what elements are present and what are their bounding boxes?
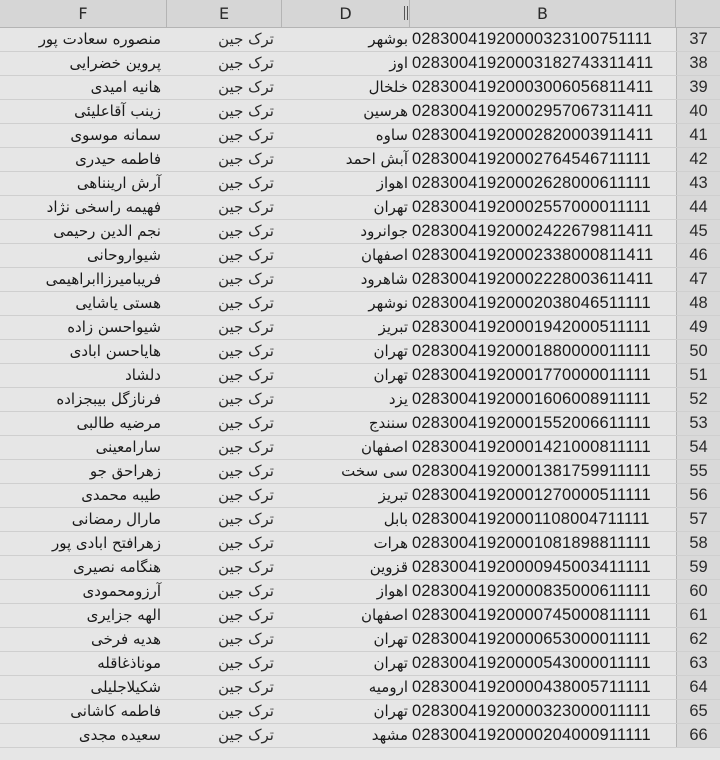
- cell-product[interactable]: ترک جین: [218, 678, 274, 696]
- cell-name[interactable]: هانیه امیدی: [90, 78, 161, 96]
- row-number[interactable]: 55: [676, 460, 720, 483]
- table-row: [0, 628, 720, 652]
- table-row: [0, 268, 720, 292]
- cell-code[interactable]: 02830041920000323100751111: [412, 30, 653, 48]
- table-row: [0, 412, 720, 436]
- cell-city[interactable]: مشهد: [371, 726, 408, 744]
- cell-name[interactable]: فاطمه حیدری: [75, 150, 161, 168]
- cell-product[interactable]: ترک جین: [218, 270, 274, 288]
- cell-name[interactable]: زهراحق جو: [89, 462, 161, 480]
- cell-code[interactable]: 02830041920002422679811411: [412, 222, 654, 240]
- cell-product[interactable]: ترک جین: [218, 534, 274, 552]
- table-row: [0, 700, 720, 724]
- cell-name[interactable]: هایاحسن ابادی: [69, 342, 161, 360]
- row-number[interactable]: 48: [676, 292, 720, 315]
- cell-name[interactable]: نجم الدین رحیمی: [53, 222, 161, 240]
- row-number[interactable]: 51: [676, 364, 720, 387]
- cell-name[interactable]: سمانه موسوی: [70, 126, 161, 144]
- table-row: [0, 508, 720, 532]
- row-number[interactable]: 41: [676, 124, 720, 147]
- cell-product[interactable]: ترک جین: [218, 174, 274, 192]
- cell-code[interactable]: 02830041920002628000611111: [412, 174, 651, 192]
- cell-code[interactable]: 02830041920001552006611111: [412, 414, 651, 432]
- table-row: [0, 652, 720, 676]
- cell-city[interactable]: اهواز: [376, 174, 408, 192]
- cell-name[interactable]: فریبامیرزاابراهیمی: [45, 270, 161, 288]
- cell-city[interactable]: تهران: [373, 630, 408, 648]
- row-number[interactable]: 63: [676, 652, 720, 675]
- cell-code[interactable]: 02830041920001880000011111: [412, 342, 651, 360]
- row-number[interactable]: 52: [676, 388, 720, 411]
- cell-city[interactable]: ساوه: [375, 126, 408, 144]
- cell-city[interactable]: سنندج: [368, 414, 408, 432]
- table-row: [0, 196, 720, 220]
- row-number[interactable]: 61: [676, 604, 720, 627]
- cell-code[interactable]: 02830041920001081898811111: [412, 534, 651, 552]
- cell-product[interactable]: ترک جین: [218, 630, 274, 648]
- cell-product[interactable]: ترک جین: [218, 342, 274, 360]
- cell-product[interactable]: ترک جین: [218, 414, 274, 432]
- row-number[interactable]: 43: [676, 172, 720, 195]
- row-number[interactable]: 58: [676, 532, 720, 555]
- cell-name[interactable]: فاطمه کاشانی: [70, 702, 161, 720]
- cell-product[interactable]: ترک جین: [218, 54, 274, 72]
- row-number[interactable]: 56: [676, 484, 720, 507]
- cell-name[interactable]: مارال رمضانی: [71, 510, 161, 528]
- cell-name[interactable]: سارامعینی: [95, 438, 161, 456]
- cell-name[interactable]: فهیمه راسخی نژاد: [46, 198, 161, 216]
- cell-code[interactable]: 02830041920000945003411111: [412, 558, 651, 576]
- cell-product[interactable]: ترک جین: [218, 654, 274, 672]
- cell-product[interactable]: ترک جین: [218, 606, 274, 624]
- row-number[interactable]: 57: [676, 508, 720, 531]
- cell-name[interactable]: پروین خضرایی: [69, 54, 161, 72]
- row-number[interactable]: 60: [676, 580, 720, 603]
- row-number[interactable]: 64: [676, 676, 720, 699]
- cell-name[interactable]: موناذغاقله: [97, 654, 161, 672]
- table-row: [0, 340, 720, 364]
- table-row: [0, 28, 720, 52]
- table-row: [0, 364, 720, 388]
- cell-city[interactable]: تهران: [373, 366, 408, 384]
- cell-name[interactable]: هنگامه نصیری: [73, 558, 161, 576]
- table-row: [0, 292, 720, 316]
- cell-name[interactable]: طیبه محمدی: [81, 486, 161, 504]
- row-number[interactable]: 59: [676, 556, 720, 579]
- cell-product[interactable]: ترک جین: [218, 30, 274, 48]
- table-row: [0, 76, 720, 100]
- table-row: [0, 484, 720, 508]
- cell-product[interactable]: ترک جین: [218, 318, 274, 336]
- cell-product[interactable]: ترک جین: [218, 462, 274, 480]
- cell-code[interactable]: 02830041920001942000511111: [412, 318, 651, 336]
- row-number[interactable]: 53: [676, 412, 720, 435]
- column-header-d[interactable]: D: [282, 0, 410, 27]
- table-row: [0, 532, 720, 556]
- row-number[interactable]: 49: [676, 316, 720, 339]
- cell-code[interactable]: 02830041920000745000811111: [412, 606, 651, 624]
- table-row: [0, 172, 720, 196]
- cell-name[interactable]: دلشاد: [125, 366, 161, 384]
- cell-city[interactable]: سی سخت: [341, 462, 408, 480]
- row-number[interactable]: 38: [676, 52, 720, 75]
- table-row: [0, 724, 720, 748]
- cell-city[interactable]: شاهرود: [360, 270, 408, 288]
- cell-city[interactable]: اوز: [389, 54, 408, 72]
- column-header-e[interactable]: E: [167, 0, 282, 27]
- cell-name[interactable]: زهرافتح ابادی پور: [51, 534, 161, 552]
- cell-name[interactable]: الهه جزایری: [86, 606, 161, 624]
- row-number[interactable]: 46: [676, 244, 720, 267]
- cell-city[interactable]: بابل: [383, 510, 408, 528]
- cell-code[interactable]: 02830041920002820003911411: [412, 126, 654, 144]
- cell-code[interactable]: 02830041920002957067311411: [412, 102, 654, 120]
- cell-code[interactable]: 02830041920001381759911111: [412, 462, 651, 480]
- cell-product[interactable]: ترک جین: [218, 582, 274, 600]
- cell-name[interactable]: آرزومحمودی: [82, 582, 161, 600]
- cell-code[interactable]: 02830041920003006056811411: [412, 78, 654, 96]
- cell-city[interactable]: هرات: [373, 534, 408, 552]
- cell-code[interactable]: 02830041920003182743311411: [412, 54, 654, 72]
- cell-product[interactable]: ترک جین: [218, 102, 274, 120]
- cell-code[interactable]: 02830041920000438005711111: [412, 678, 651, 696]
- cell-name[interactable]: هدیه فرخی: [91, 630, 161, 648]
- row-number[interactable]: 45: [676, 220, 720, 243]
- cell-code[interactable]: 02830041920000543000011111: [412, 654, 651, 672]
- cell-code[interactable]: 02830041920001421000811111: [412, 438, 651, 456]
- column-header-bar: [0, 0, 720, 28]
- cell-product[interactable]: ترک جین: [218, 558, 274, 576]
- cell-code[interactable]: 02830041920002764546711111: [412, 150, 651, 168]
- cell-code[interactable]: 02830041920001108004711111: [412, 510, 650, 528]
- cell-product[interactable]: ترک جین: [218, 126, 274, 144]
- row-number[interactable]: 54: [676, 436, 720, 459]
- cell-product[interactable]: ترک جین: [218, 78, 274, 96]
- cell-product[interactable]: ترک جین: [218, 726, 274, 744]
- cell-code[interactable]: 02830041920001270000511111: [412, 486, 651, 504]
- column-header-f[interactable]: F: [0, 0, 167, 27]
- table-row: [0, 556, 720, 580]
- cell-product[interactable]: ترک جین: [218, 438, 274, 456]
- column-header-b[interactable]: B: [410, 0, 676, 27]
- row-number[interactable]: 40: [676, 100, 720, 123]
- table-row: [0, 580, 720, 604]
- cell-code[interactable]: 02830041920002228003611411: [412, 270, 654, 288]
- cell-city[interactable]: خلخال: [368, 78, 408, 96]
- table-row: [0, 460, 720, 484]
- cell-product[interactable]: ترک جین: [218, 150, 274, 168]
- table-row: [0, 148, 720, 172]
- cell-name[interactable]: سعیده مجدی: [78, 726, 161, 744]
- table-row: [0, 220, 720, 244]
- cell-product[interactable]: ترک جین: [218, 246, 274, 264]
- row-header-corner[interactable]: [676, 0, 720, 27]
- cell-product[interactable]: ترک جین: [218, 486, 274, 504]
- cell-product[interactable]: ترک جین: [218, 294, 274, 312]
- cell-city[interactable]: هرسین: [363, 102, 408, 120]
- cell-code[interactable]: 02830041920002338000811411: [412, 246, 654, 264]
- row-number[interactable]: 65: [676, 700, 720, 723]
- cell-product[interactable]: ترک جین: [218, 390, 274, 408]
- table-row: [0, 388, 720, 412]
- table-row: [0, 316, 720, 340]
- cell-name[interactable]: آرش ارینناهی: [76, 174, 161, 192]
- cell-city[interactable]: قزوین: [369, 558, 408, 576]
- cell-name[interactable]: مرضیه طالبی: [76, 414, 161, 432]
- cell-code[interactable]: 02830041920000653000011111: [412, 630, 651, 648]
- row-number[interactable]: 37: [676, 28, 720, 51]
- cell-code[interactable]: 02830041920000204000911111: [412, 726, 651, 744]
- table-row: [0, 244, 720, 268]
- cell-product[interactable]: ترک جین: [218, 222, 274, 240]
- table-row: [0, 100, 720, 124]
- table-row: [0, 124, 720, 148]
- cell-city[interactable]: تهران: [373, 702, 408, 720]
- cell-city[interactable]: اصفهان: [361, 606, 408, 624]
- cell-city[interactable]: آبش احمد: [345, 150, 408, 168]
- row-number[interactable]: 44: [676, 196, 720, 219]
- row-number[interactable]: 39: [676, 76, 720, 99]
- row-number[interactable]: 42: [676, 148, 720, 171]
- cell-code[interactable]: 02830041920001606008911111: [412, 390, 651, 408]
- table-row: [0, 676, 720, 700]
- cell-name[interactable]: منصوره سعادت پور: [38, 30, 161, 48]
- cell-product[interactable]: ترک جین: [218, 366, 274, 384]
- cell-name[interactable]: فرنازگل بیبجزاده: [56, 390, 161, 408]
- table-row: [0, 436, 720, 460]
- cell-city[interactable]: اهواز: [376, 582, 408, 600]
- cell-name[interactable]: شیواحسن زاده: [67, 318, 161, 336]
- cell-name[interactable]: هستی یاشایی: [75, 294, 161, 312]
- cell-code[interactable]: 02830041920001770000011111: [412, 366, 651, 384]
- cell-city[interactable]: تهران: [373, 198, 408, 216]
- row-number[interactable]: 62: [676, 628, 720, 651]
- cell-name[interactable]: شیواروحانی: [86, 246, 161, 264]
- cell-code[interactable]: 02830041920002038046511111: [412, 294, 651, 312]
- table-row: [0, 604, 720, 628]
- table-row: [0, 52, 720, 76]
- cell-city[interactable]: تبریز: [378, 486, 408, 504]
- cell-city[interactable]: بوشهر: [368, 30, 408, 48]
- hidden-column-marker-icon[interactable]: [404, 6, 408, 20]
- cell-code[interactable]: 02830041920000835000611111: [412, 582, 651, 600]
- grid-rows: [0, 28, 720, 748]
- cell-product[interactable]: ترک جین: [218, 198, 274, 216]
- cell-product[interactable]: ترک جین: [218, 702, 274, 720]
- cell-city[interactable]: تهران: [373, 342, 408, 360]
- cell-code[interactable]: 02830041920002557000011111: [412, 198, 651, 216]
- cell-code[interactable]: 02830041920000323000011111: [412, 702, 651, 720]
- cell-city[interactable]: نوشهر: [368, 294, 408, 312]
- cell-city[interactable]: تبریز: [378, 318, 408, 336]
- cell-city[interactable]: تهران: [373, 654, 408, 672]
- cell-name[interactable]: زینب آقاعلیئی: [74, 102, 161, 120]
- cell-name[interactable]: شکیلاجلیلی: [90, 678, 161, 696]
- cell-city[interactable]: اصفهان: [361, 438, 408, 456]
- cell-city[interactable]: اصفهان: [361, 246, 408, 264]
- cell-city[interactable]: ارومیه: [368, 678, 408, 696]
- cell-city[interactable]: جوانرود: [360, 222, 408, 240]
- row-number[interactable]: 47: [676, 268, 720, 291]
- row-number[interactable]: 66: [676, 724, 720, 747]
- row-number[interactable]: 50: [676, 340, 720, 363]
- cell-city[interactable]: یزد: [388, 390, 408, 408]
- cell-product[interactable]: ترک جین: [218, 510, 274, 528]
